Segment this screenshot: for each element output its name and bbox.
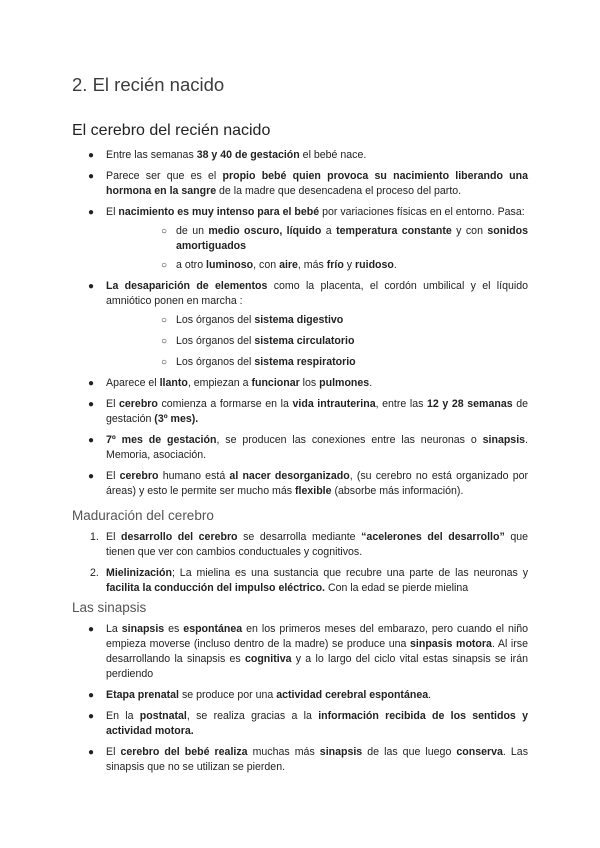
list-item: ● El cerebro humano está al nacer desorganizado, (su cerebro no está organizado por áreas) y esto le permite ser mucho más flexible (absorbe más información). [88, 470, 529, 497]
circle-bullet-icon: ○ [161, 260, 168, 271]
bullet-icon: ● [88, 624, 95, 635]
bullet-icon: ● [88, 378, 95, 389]
sub-list-item: ○ Los órganos del sistema circulatorio [161, 335, 355, 347]
bullet-icon: ● [88, 171, 95, 182]
list-item: ● La desaparición de elementos como la placenta, el cordón umbilical y el líquido amniótico ponen en marcha : ○ Los órganos del sistema digestivo ○ Los órganos del sistema circulatorio ○ Los órganos del sistema respiratorio [88, 280, 528, 368]
bullet-icon: ● [88, 399, 95, 410]
list-item: ● El cerebro del bebé realiza muchas más sinapsis de las que luego conserva. Las sinapsis que no se utilizan se pierden. [88, 746, 528, 773]
list-item: ● En la postnatal, se realiza gracias a la información recibida de los sentidos y actividad motora. [88, 710, 528, 737]
list-item: 2. Mielinización; La mielina es una sustancia que recubre una parte de las neuronas y facilita la conducción del impulso eléctrico. Con la edad se pierde mielina [90, 567, 528, 594]
list-item: ● La sinapsis es espontánea en los primeros meses del embarazo, pero cuando el niño empieza moverse (incluso dentro de la madre) se produce una sinpasis motora. Al irse desarrollando la sinapsis es cognitiva y a lo largo del ciclo vital estas sinapsis se irán perdiendo [88, 623, 528, 680]
bullet-icon: ● [88, 150, 95, 161]
bullet-icon: ● [88, 747, 95, 758]
list-item: ● El nacimiento es muy intenso para el bebé por variaciones físicas en el entorno. Pasa: ○ de un medio oscuro, líquido a temperatura constante y con sonidos amortiguados ○ a otro luminoso, con aire, más frío y ruidoso. [88, 206, 529, 271]
numbered-list-maduracion [72, 530, 528, 602]
page-title: 2. El recién nacido [72, 74, 225, 95]
list-item: ● Parece ser que es el propio bebé quien provoca su nacimiento liberando una hormona en la sangre de la madre que desencadena el proceso del parto. [88, 170, 529, 197]
list-item: ● Aparece el llanto, empiezan a funcionar los pulmones. [88, 377, 373, 389]
bullet-icon: ● [88, 711, 95, 722]
circle-bullet-icon: ○ [161, 315, 168, 326]
section-heading-sinapsis: Las sinapsis [72, 600, 147, 615]
section-heading-maduracion: Maduración del cerebro [72, 508, 214, 523]
section-heading-cerebro: El cerebro del recién nacido [72, 122, 271, 139]
list-item: ● Etapa prenatal se produce por una actividad cerebral espontánea. [88, 689, 432, 701]
bullet-icon: ● [88, 690, 95, 701]
list-number: 1. [90, 531, 99, 543]
sub-list-item: ○ a otro luminoso, con aire, más frío y ruidoso. [161, 259, 397, 271]
bullet-list-sinapsis [72, 622, 528, 781]
circle-bullet-icon: ○ [161, 226, 168, 237]
list-item: ● El cerebro comienza a formarse en la vida intrauterina, entre las 12 y 28 semanas de gestación (3º mes). [88, 398, 528, 425]
bullet-icon: ● [88, 281, 95, 292]
sub-list-item: ○ Los órganos del sistema respiratorio [161, 356, 356, 368]
bullet-icon: ● [88, 471, 95, 482]
sub-list-item: ○ de un medio oscuro, líquido a temperatura constante y con sonidos amortiguados [161, 225, 529, 252]
bullet-list-cerebro [72, 148, 528, 505]
sub-list-item: ○ Los órganos del sistema digestivo [161, 314, 344, 326]
bullet-icon: ● [88, 207, 95, 218]
circle-bullet-icon: ○ [161, 336, 168, 347]
list-number: 2. [90, 567, 99, 579]
list-item: 1. El desarrollo del cerebro se desarrolla mediante “acelerones del desarrollo” que tienen que ver con cambios conductuales y cognitivos. [90, 531, 528, 558]
list-item: ● Entre las semanas 38 y 40 de gestación el bebé nace. [88, 149, 367, 161]
circle-bullet-icon: ○ [161, 357, 168, 368]
list-item: ● 7º mes de gestación, se producen las conexiones entre las neuronas o sinapsis. Memoria, asociación. [88, 434, 528, 461]
bullet-icon: ● [88, 435, 95, 446]
